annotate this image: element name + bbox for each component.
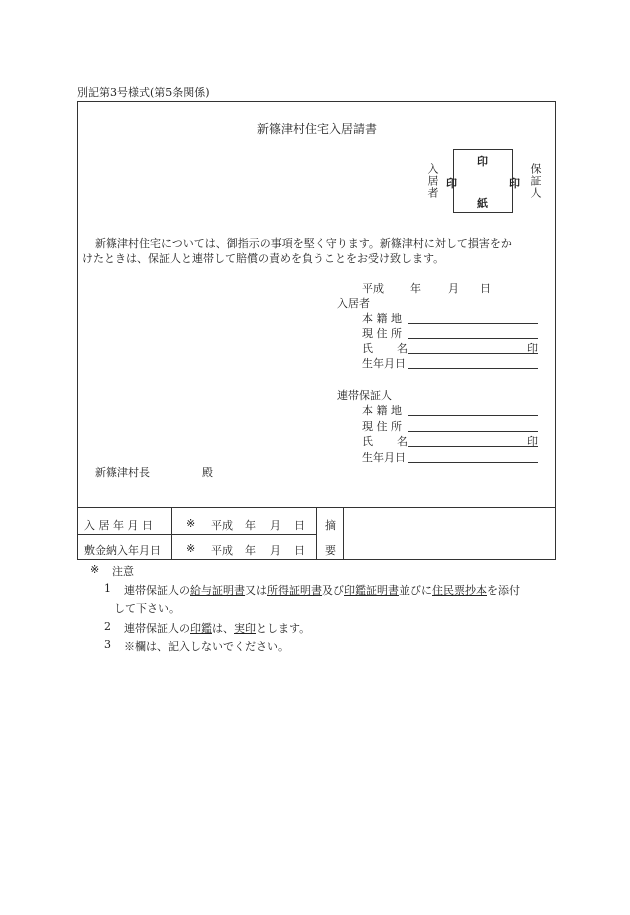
row2-mark: ※ (186, 542, 196, 555)
guarantor-name-line[interactable] (408, 446, 538, 447)
table-divider (78, 534, 316, 535)
row1-month: 月 (270, 519, 281, 532)
addressee-honorific: 殿 (202, 466, 213, 479)
note3-text: ※欄は、記入しないでください。 (124, 640, 289, 653)
guarantor-address-line[interactable] (408, 431, 538, 432)
guarantor-birthdate-line[interactable] (408, 462, 538, 463)
stamp-top-char: 印 (477, 155, 488, 168)
row2-year: 年 (245, 544, 256, 557)
note2-text: 連帯保証人の印鑑は、実印とします。 (124, 622, 311, 635)
remarks-label-2: 要 (325, 544, 336, 557)
guarantor-heading: 連帯保証人 (337, 389, 392, 402)
date-era: 平成 (362, 282, 384, 295)
resident-address-label: 現 住 所 (362, 327, 402, 340)
resident-domicile-line[interactable] (408, 323, 538, 324)
date-year: 年 (410, 282, 421, 295)
stamp-guarantor-label: 保証人 (529, 163, 542, 199)
note1-text: 連帯保証人の給与証明書又は所得証明書及び印鑑証明書並びに住民票抄本を添付 (124, 584, 520, 597)
resident-domicile-label: 本 籍 地 (362, 312, 402, 325)
row1-year: 年 (245, 519, 256, 532)
note1-number: 1 (104, 582, 111, 595)
row2-month: 月 (270, 544, 281, 557)
notes-mark: ※ (90, 563, 100, 576)
row1-day: 日 (294, 519, 305, 532)
guarantor-seal-mark: 印 (527, 435, 538, 448)
form-title: 新篠津村住宅入居請書 (257, 122, 378, 136)
row2-day: 日 (294, 544, 305, 557)
table-divider (316, 508, 317, 559)
note3-number: 3 (104, 638, 111, 651)
resident-birthdate-label: 生年月日 (362, 357, 406, 370)
date-month: 月 (448, 282, 459, 295)
stamp-right-seal-mark: 印 (509, 177, 520, 190)
resident-seal-mark: 印 (527, 342, 538, 355)
resident-name-line[interactable] (408, 353, 538, 354)
row1-era: 平成 (211, 519, 233, 532)
row2-era: 平成 (211, 544, 233, 557)
guarantor-address-label: 現 住 所 (362, 420, 402, 433)
stamp-left-seal-mark: 印 (446, 177, 457, 190)
stamp-resident-label: 入居者 (426, 163, 439, 199)
resident-birthdate-line[interactable] (408, 368, 538, 369)
resident-address-line[interactable] (408, 338, 538, 339)
pledge-text-line2: けたときは、保証人と連帯して賠償の責めを負うことをお受け致します。 (82, 252, 445, 265)
table-divider (343, 508, 344, 559)
guarantor-domicile-line[interactable] (408, 415, 538, 416)
resident-heading: 入居者 (337, 297, 370, 310)
move-in-date-label: 入 居 年 月 日 (84, 519, 153, 532)
guarantor-name-label-1: 氏 (362, 435, 373, 448)
resident-name-label-1: 氏 (362, 342, 373, 355)
guarantor-birthdate-label: 生年月日 (362, 451, 406, 464)
deposit-date-label: 敷金納入年月日 (84, 544, 161, 557)
remarks-label-1: 摘 (325, 519, 336, 532)
guarantor-name-label-2: 名 (397, 435, 408, 448)
pledge-text-line1: 新篠津村住宅については、御指示の事項を堅く守ります。新篠津村に対して損害をか (95, 237, 512, 250)
addressee-name: 新篠津村長 (95, 466, 150, 479)
guarantor-domicile-label: 本 籍 地 (362, 404, 402, 417)
note1-continuation: して下さい。 (114, 602, 180, 615)
resident-name-label-2: 名 (397, 342, 408, 355)
row1-mark: ※ (186, 517, 196, 530)
stamp-bottom-char: 紙 (477, 197, 488, 210)
date-day: 日 (480, 282, 491, 295)
form-number-note: 別記第3号様式(第5条関係) (77, 86, 210, 99)
notes-title: 注意 (112, 565, 134, 578)
note2-number: 2 (104, 620, 111, 633)
